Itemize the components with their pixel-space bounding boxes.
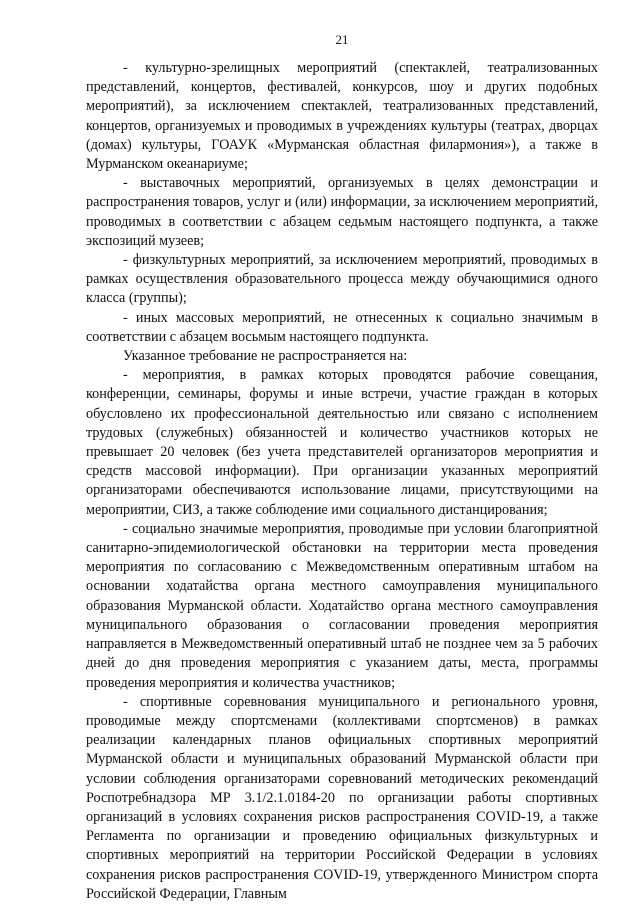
- document-body: [86, 59, 598, 904]
- paragraph-sports-events: - физкультурных мероприятий, за исключением мероприятий, проводимых в рамках осуществления образовательного процесса между обучающимися одного класса (группы);: [86, 252, 598, 307]
- paragraph-other-mass-events: - иных массовых мероприятий, не отнесенных к социально значимым в соответствии с абзацем восьмым настоящего подпункта.: [86, 309, 598, 345]
- paragraph-socially-significant-events: - социально значимые мероприятия, проводимые при условии благоприятной санитарно-эпидемиологической обстановки на территории места проведения мероприятия по согласованию с Межведомственным оперативным штабом на основании ходатайства органа местного самоуправления муниципального образования Мурманской области. Ходатайство органа местного самоуправления муниципального образования о согласовании проведения мероприятия направляется в Межведомственный оперативный штаб не позднее чем за 5 рабочих дней до дня проведения мероприятия с указанием даты, места, программы проведения мероприятия и количества участников;: [86, 520, 598, 691]
- paragraph-exceptions-intro: Указанное требование не распространяется на:: [123, 348, 408, 365]
- paragraph-working-meetings: - мероприятия, в рамках которых проводятся рабочие совещания, конференции, семинары, форумы и иные встречи, участие граждан в которых обусловлено их профессиональной деятельностью или связано с исполнением трудовых (служебных) обязанностей и количество участников которых не превышает 20 человек (без учета представителей организаторов мероприятия и средств массовой информации). При организации указанных мероприятий организаторами обеспечиваются использование лицами, присутствующими на мероприятии, СИЗ, а также соблюдение ими социального дистанцирования;: [86, 367, 598, 518]
- paragraph-sports-competitions: - спортивные соревнования муниципального и регионального уровня, проводимые между спортсменами (коллективами спортсменов) в рамках реализации календарных планов официальных спортивных мероприятий Мурманской области и муниципальных образований Мурманской области при условии соблюдения организаторами соревнований методических рекомендаций Роспотребнадзора МР 3.1/2.1.0184-20 по организации работы спортивных организаций в условиях сохранения рисков распространения COVID-19, а также Регламента по организации и проведению официальных физкультурных и спортивных мероприятий на территории Российской Федерации в условиях сохранения рисков распространения COVID-19, утвержденного Министром спорта Российской Федерации, Главным: [86, 693, 598, 902]
- paragraph-cultural-events: - культурно-зрелищных мероприятий (спектаклей, театрализованных представлений, концертов, фестивалей, конкурсов, шоу и других подобных мероприятий), за исключением спектаклей, театрализованных представлений, концертов, организуемых и проводимых в учреждениях культуры (театрах, дворцах (домах) культуры, ГОАУК «Мурманская областная филармония»), а также в Мурманском океанариуме;: [86, 60, 598, 173]
- page-number: 21: [335, 32, 349, 47]
- paragraph-exhibition-events: - выставочных мероприятий, организуемых в целях демонстрации и распространения товаров, услуг и (или) информации, за исключением мероприятий, проводимых в соответствии с абзацем седьмым настоящего подпункта, а также экспозиций музеев;: [86, 175, 598, 249]
